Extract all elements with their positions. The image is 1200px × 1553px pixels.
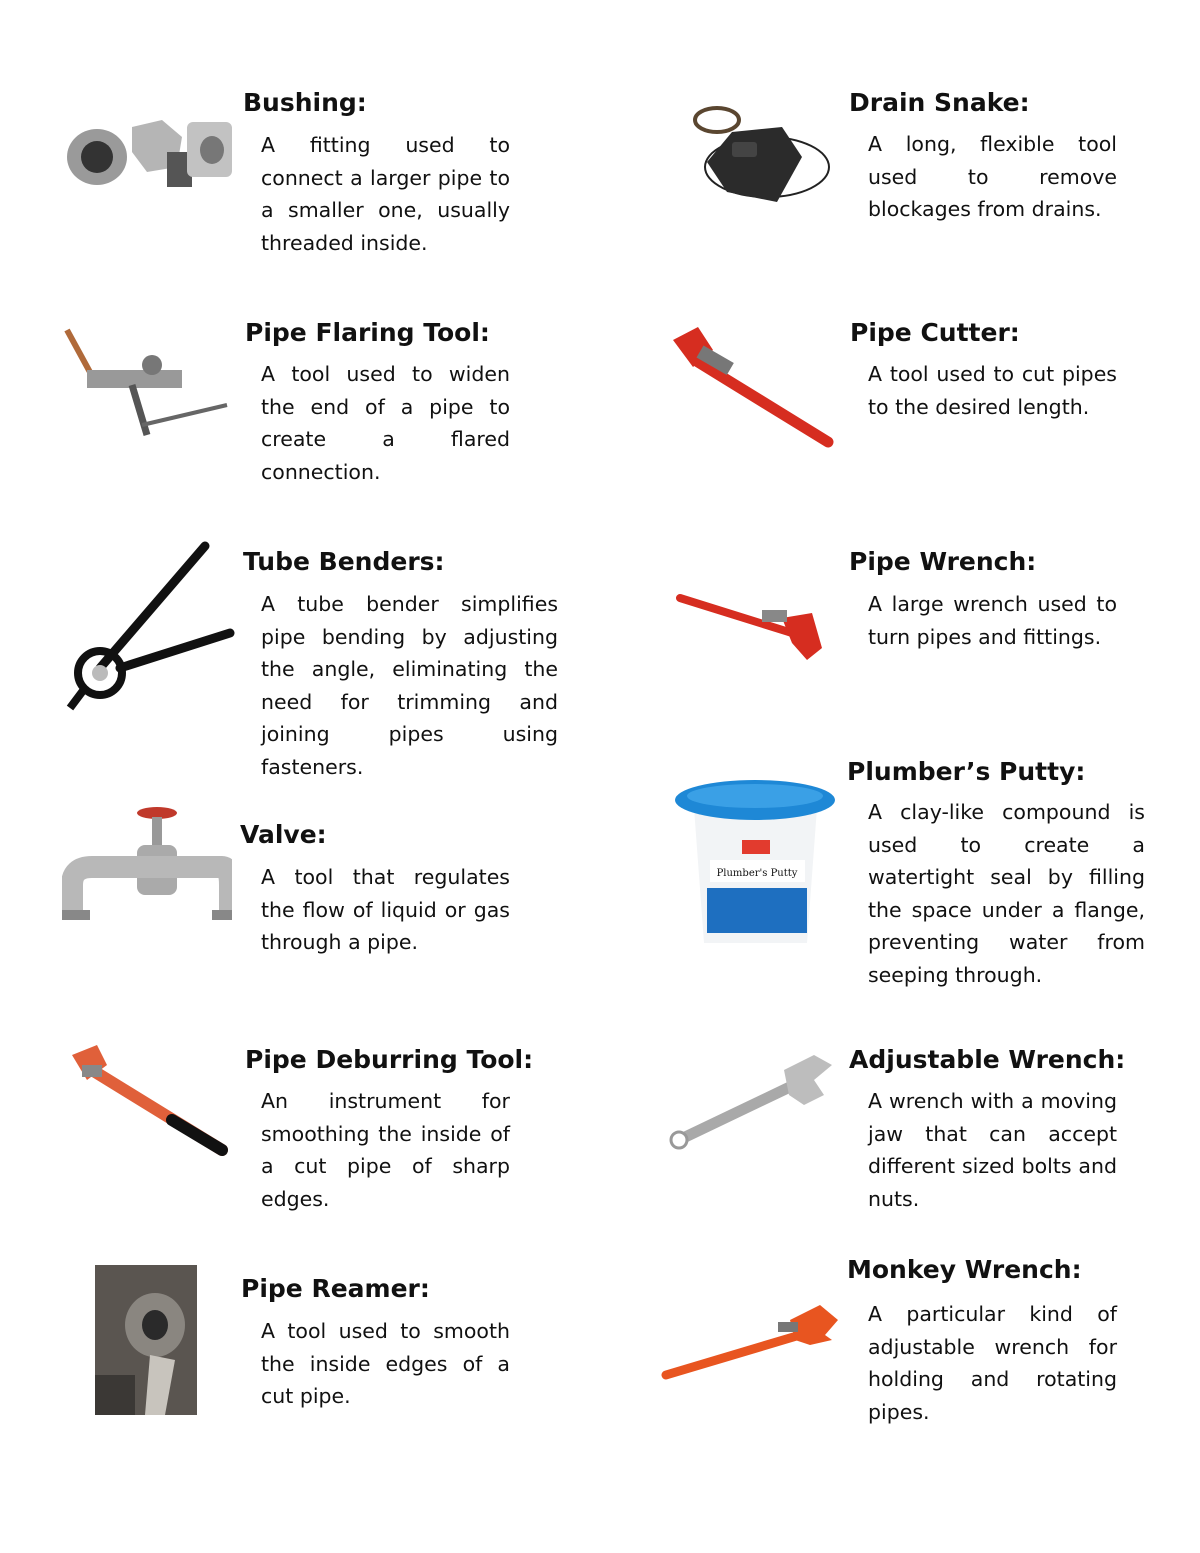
putty-tub-image	[672, 778, 837, 950]
tool-description: A wrench with a moving jaw that can accept different sized bolts and nuts.	[868, 1089, 1117, 1211]
tool-description: A long, flexible tool used to remove blockages from drains.	[868, 132, 1117, 221]
tool-title: Pipe Flaring Tool:	[245, 318, 490, 347]
monkey-wrench-image	[660, 1300, 840, 1385]
tool-description: A tool used to cut pipes to the desired length.	[868, 362, 1117, 419]
tool-description: A tool that regulates the flow of liquid or gas through a pipe.	[261, 865, 510, 954]
adjustable-wrench-image	[664, 1050, 836, 1155]
tool-description: A tube bender simplifies pipe bending by adjusting the angle, eliminating the need for trimming and joining pipes using fasteners.	[261, 592, 558, 779]
tool-description: A clay-like compound is used to create a watertight seal by filling the space under a flange, preventing water from seeping through.	[868, 800, 1145, 987]
tube-bender-image	[60, 538, 235, 718]
tool-title: Valve:	[240, 820, 327, 849]
pipe-reamer-image	[95, 1265, 197, 1415]
valve-image	[62, 805, 232, 925]
tool-description: An instrument for smoothing the inside of a cut pipe of sharp edges.	[261, 1089, 510, 1211]
tool-title: Tube Benders:	[243, 547, 445, 576]
tool-description: A particular kind of adjustable wrench for holding and rotating pipes.	[868, 1302, 1117, 1424]
tool-description: A tool used to widen the end of a pipe to create a flared connection.	[261, 362, 510, 484]
putty-label-text: Plumber's Putty	[716, 868, 798, 879]
tool-title: Pipe Deburring Tool:	[245, 1045, 534, 1074]
pipe-wrench-image	[672, 588, 832, 668]
tool-title: Adjustable Wrench:	[849, 1045, 1126, 1074]
tool-description: A fitting used to connect a larger pipe to a smaller one, usually threaded inside.	[261, 133, 510, 255]
tool-title: Drain Snake:	[849, 88, 1030, 117]
tool-title: Pipe Cutter:	[850, 318, 1020, 347]
tool-title: Monkey Wrench:	[847, 1255, 1082, 1284]
bushing-fittings-image	[62, 112, 232, 192]
drain-snake-image	[672, 102, 832, 212]
tool-title: Plumber’s Putty:	[847, 757, 1086, 786]
tool-title: Bushing:	[243, 88, 367, 117]
tool-description: A large wrench used to turn pipes and fittings.	[868, 592, 1117, 649]
pipe-flaring-tool-image	[62, 325, 232, 445]
pipe-wrench-orange-image	[62, 1040, 232, 1160]
tool-title: Pipe Wrench:	[849, 547, 1037, 576]
pipe-wrench-red-image	[668, 322, 838, 454]
tool-description: A tool used to smooth the inside edges of a cut pipe.	[261, 1319, 510, 1408]
tool-title: Pipe Reamer:	[241, 1274, 430, 1303]
